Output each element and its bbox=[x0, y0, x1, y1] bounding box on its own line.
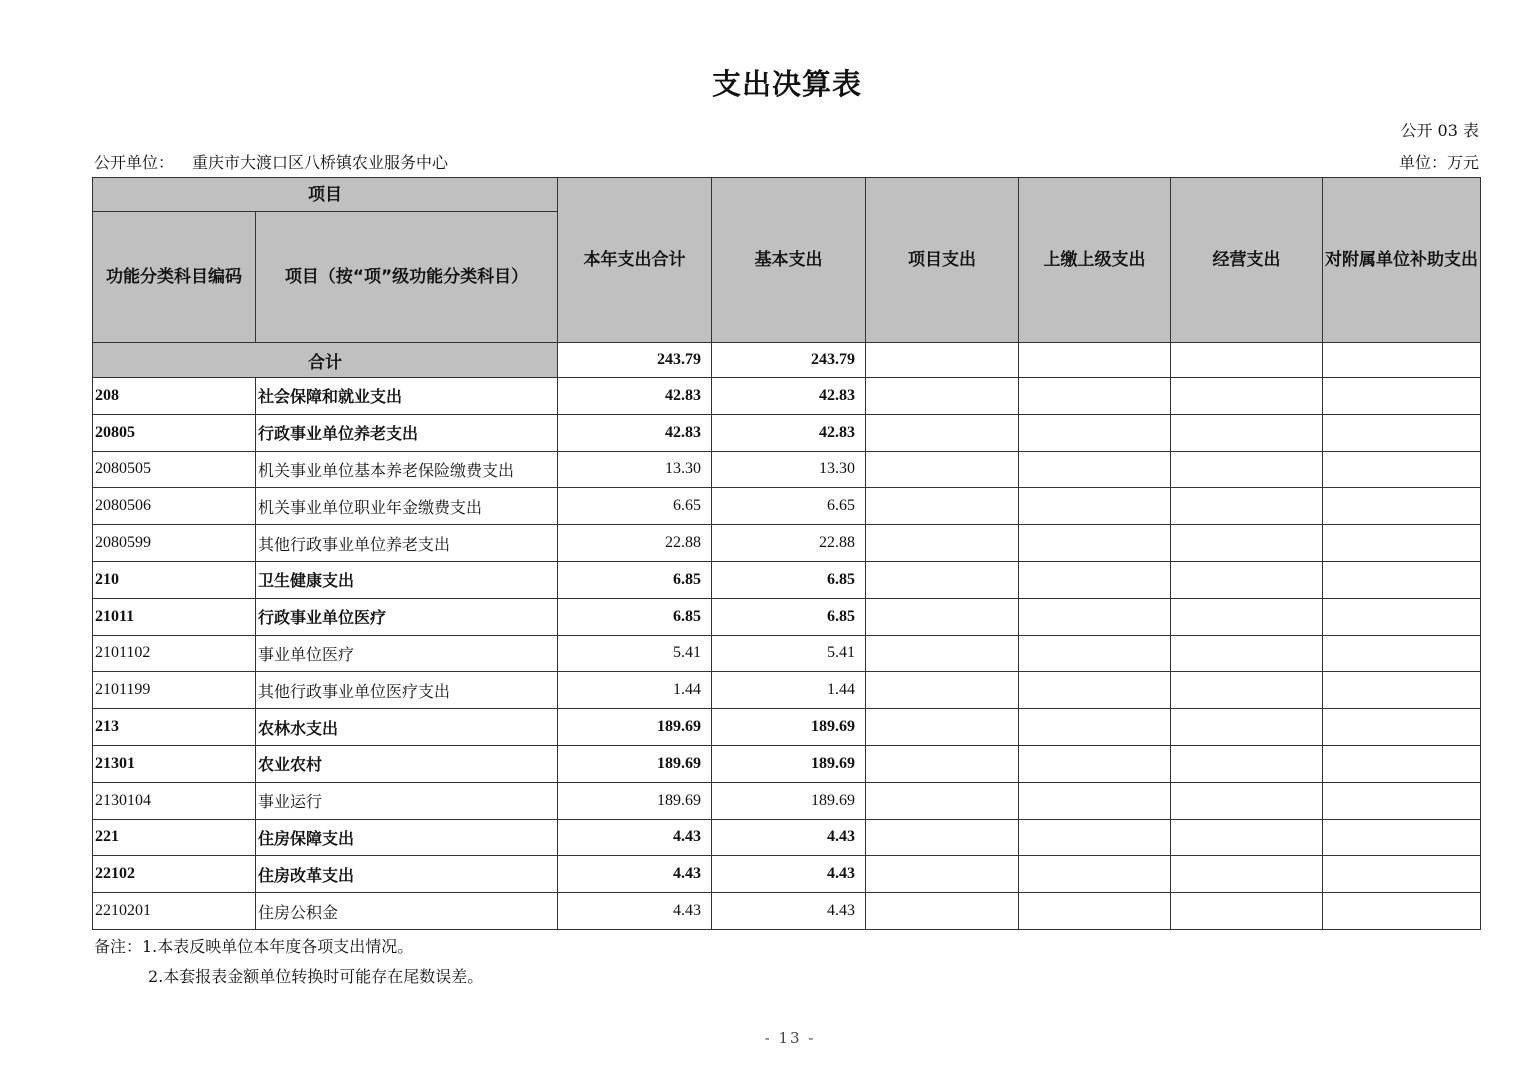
row-upper bbox=[1019, 561, 1171, 598]
row-basic: 6.65 bbox=[712, 488, 866, 525]
total-label: 合计 bbox=[93, 343, 558, 378]
page-number: - 13 - bbox=[764, 1029, 816, 1047]
row-project bbox=[866, 525, 1019, 562]
header-upper: 上缴上级支出 bbox=[1019, 178, 1171, 343]
row-subsidy bbox=[1323, 893, 1481, 930]
row-name: 其他行政事业单位养老支出 bbox=[256, 525, 558, 562]
row-total: 4.43 bbox=[558, 819, 712, 856]
row-name: 农业农村 bbox=[256, 745, 558, 782]
row-subsidy bbox=[1323, 488, 1481, 525]
row-subsidy bbox=[1323, 856, 1481, 893]
row-business bbox=[1171, 598, 1323, 635]
currency-unit: 单位：万元 bbox=[1398, 153, 1479, 172]
row-upper bbox=[1019, 782, 1171, 819]
row-subsidy bbox=[1323, 414, 1481, 451]
row-upper bbox=[1019, 672, 1171, 709]
row-basic: 189.69 bbox=[712, 782, 866, 819]
row-business bbox=[1171, 782, 1323, 819]
row-upper bbox=[1019, 709, 1171, 746]
row-upper bbox=[1019, 598, 1171, 635]
row-project bbox=[866, 819, 1019, 856]
table-row bbox=[93, 635, 1481, 672]
row-basic: 189.69 bbox=[712, 709, 866, 746]
table-row bbox=[93, 819, 1481, 856]
row-total: 4.43 bbox=[558, 893, 712, 930]
table-row bbox=[93, 782, 1481, 819]
header-code: 功能分类科目编码 bbox=[93, 212, 256, 343]
row-code: 2080599 bbox=[93, 525, 256, 562]
row-total: 42.83 bbox=[558, 378, 712, 415]
row-code: 213 bbox=[93, 709, 256, 746]
row-code: 210 bbox=[93, 561, 256, 598]
row-name: 事业运行 bbox=[256, 782, 558, 819]
table-row bbox=[93, 856, 1481, 893]
total-amount: 243.79 bbox=[558, 343, 712, 378]
row-total: 4.43 bbox=[558, 856, 712, 893]
row-basic: 42.83 bbox=[712, 414, 866, 451]
row-project bbox=[866, 451, 1019, 488]
row-project bbox=[866, 745, 1019, 782]
notes bbox=[94, 932, 483, 992]
row-total: 42.83 bbox=[558, 414, 712, 451]
row-code: 2130104 bbox=[93, 782, 256, 819]
row-business bbox=[1171, 635, 1323, 672]
table-row bbox=[93, 488, 1481, 525]
row-name: 社会保障和就业支出 bbox=[256, 378, 558, 415]
row-project bbox=[866, 488, 1019, 525]
row-total: 5.41 bbox=[558, 635, 712, 672]
row-basic: 4.43 bbox=[712, 856, 866, 893]
row-code: 21011 bbox=[93, 598, 256, 635]
row-name: 住房保障支出 bbox=[256, 819, 558, 856]
total-business bbox=[1171, 343, 1323, 378]
header-business: 经营支出 bbox=[1171, 178, 1323, 343]
header-project: 项目支出 bbox=[866, 178, 1019, 343]
table-row bbox=[93, 598, 1481, 635]
row-name: 住房公积金 bbox=[256, 893, 558, 930]
row-total: 189.69 bbox=[558, 709, 712, 746]
row-name: 其他行政事业单位医疗支出 bbox=[256, 672, 558, 709]
row-project bbox=[866, 893, 1019, 930]
table-row bbox=[93, 893, 1481, 930]
row-project bbox=[866, 414, 1019, 451]
table-row bbox=[93, 561, 1481, 598]
row-project bbox=[866, 561, 1019, 598]
row-subsidy bbox=[1323, 525, 1481, 562]
row-subsidy bbox=[1323, 745, 1481, 782]
total-subsidy bbox=[1323, 343, 1481, 378]
header-name: 项目（按“项”级功能分类科目） bbox=[256, 212, 558, 343]
row-upper bbox=[1019, 414, 1171, 451]
row-project bbox=[866, 635, 1019, 672]
row-business bbox=[1171, 856, 1323, 893]
row-basic: 22.88 bbox=[712, 525, 866, 562]
row-code: 2080505 bbox=[93, 451, 256, 488]
row-project bbox=[866, 378, 1019, 415]
row-name: 行政事业单位养老支出 bbox=[256, 414, 558, 451]
row-upper bbox=[1019, 451, 1171, 488]
row-business bbox=[1171, 672, 1323, 709]
row-business bbox=[1171, 561, 1323, 598]
row-business bbox=[1171, 488, 1323, 525]
row-subsidy bbox=[1323, 635, 1481, 672]
row-code: 2101199 bbox=[93, 672, 256, 709]
unit-label: 公开单位： bbox=[94, 153, 175, 172]
row-total: 189.69 bbox=[558, 782, 712, 819]
table-row bbox=[93, 745, 1481, 782]
row-basic: 5.41 bbox=[712, 635, 866, 672]
row-project bbox=[866, 672, 1019, 709]
row-upper bbox=[1019, 745, 1171, 782]
row-name: 住房改革支出 bbox=[256, 856, 558, 893]
table-row bbox=[93, 672, 1481, 709]
row-project bbox=[866, 856, 1019, 893]
row-upper bbox=[1019, 819, 1171, 856]
row-upper bbox=[1019, 488, 1171, 525]
row-subsidy bbox=[1323, 819, 1481, 856]
row-total: 6.65 bbox=[558, 488, 712, 525]
row-code: 221 bbox=[93, 819, 256, 856]
row-basic: 4.43 bbox=[712, 893, 866, 930]
row-basic: 6.85 bbox=[712, 598, 866, 635]
row-basic: 13.30 bbox=[712, 451, 866, 488]
row-total: 22.88 bbox=[558, 525, 712, 562]
table-row bbox=[93, 709, 1481, 746]
header-project-group: 项目 bbox=[93, 178, 558, 212]
row-code: 208 bbox=[93, 378, 256, 415]
row-code: 2101102 bbox=[93, 635, 256, 672]
row-basic: 1.44 bbox=[712, 672, 866, 709]
row-business bbox=[1171, 525, 1323, 562]
row-name: 机关事业单位基本养老保险缴费支出 bbox=[256, 451, 558, 488]
row-business bbox=[1171, 414, 1323, 451]
row-upper bbox=[1019, 635, 1171, 672]
note-2: 2.本套报表金额单位转换时可能存在尾数误差。 bbox=[148, 967, 484, 986]
form-number: 公开 03 表 bbox=[1400, 121, 1479, 140]
note-1: 备注：1.本表反映单位本年度各项支出情况。 bbox=[94, 937, 414, 956]
row-subsidy bbox=[1323, 782, 1481, 819]
row-name: 农林水支出 bbox=[256, 709, 558, 746]
row-name: 事业单位医疗 bbox=[256, 635, 558, 672]
row-total: 1.44 bbox=[558, 672, 712, 709]
row-subsidy bbox=[1323, 672, 1481, 709]
table-row bbox=[93, 414, 1481, 451]
row-basic: 189.69 bbox=[712, 745, 866, 782]
row-name: 机关事业单位职业年金缴费支出 bbox=[256, 488, 558, 525]
row-upper bbox=[1019, 893, 1171, 930]
row-total: 6.85 bbox=[558, 561, 712, 598]
table-row bbox=[93, 451, 1481, 488]
row-business bbox=[1171, 451, 1323, 488]
row-upper bbox=[1019, 378, 1171, 415]
row-subsidy bbox=[1323, 598, 1481, 635]
row-subsidy bbox=[1323, 378, 1481, 415]
row-basic: 42.83 bbox=[712, 378, 866, 415]
row-project bbox=[866, 709, 1019, 746]
row-upper bbox=[1019, 856, 1171, 893]
header-basic: 基本支出 bbox=[712, 178, 866, 343]
expenditure-table bbox=[92, 177, 1481, 930]
total-upper bbox=[1019, 343, 1171, 378]
row-code: 2210201 bbox=[93, 893, 256, 930]
total-basic: 243.79 bbox=[712, 343, 866, 378]
row-business bbox=[1171, 745, 1323, 782]
row-project bbox=[866, 598, 1019, 635]
row-subsidy bbox=[1323, 561, 1481, 598]
row-business bbox=[1171, 709, 1323, 746]
row-business bbox=[1171, 378, 1323, 415]
header-subsidy: 对附属单位补助支出 bbox=[1323, 178, 1481, 343]
row-upper bbox=[1019, 525, 1171, 562]
row-subsidy bbox=[1323, 451, 1481, 488]
unit-name: 重庆市大渡口区八桥镇农业服务中心 bbox=[192, 153, 449, 172]
row-total: 6.85 bbox=[558, 598, 712, 635]
total-project bbox=[866, 343, 1019, 378]
reporting-unit bbox=[94, 150, 448, 173]
row-project bbox=[866, 782, 1019, 819]
table-row bbox=[93, 525, 1481, 562]
row-code: 20805 bbox=[93, 414, 256, 451]
header-total: 本年支出合计 bbox=[558, 178, 712, 343]
row-subsidy bbox=[1323, 709, 1481, 746]
row-code: 22102 bbox=[93, 856, 256, 893]
row-business bbox=[1171, 819, 1323, 856]
table-row bbox=[93, 378, 1481, 415]
row-code: 2080506 bbox=[93, 488, 256, 525]
row-basic: 4.43 bbox=[712, 819, 866, 856]
row-business bbox=[1171, 893, 1323, 930]
total-row bbox=[93, 343, 1481, 378]
row-total: 13.30 bbox=[558, 451, 712, 488]
page-title: 支出决算表 bbox=[711, 67, 862, 101]
row-name: 行政事业单位医疗 bbox=[256, 598, 558, 635]
row-basic: 6.85 bbox=[712, 561, 866, 598]
row-code: 21301 bbox=[93, 745, 256, 782]
row-total: 189.69 bbox=[558, 745, 712, 782]
row-name: 卫生健康支出 bbox=[256, 561, 558, 598]
